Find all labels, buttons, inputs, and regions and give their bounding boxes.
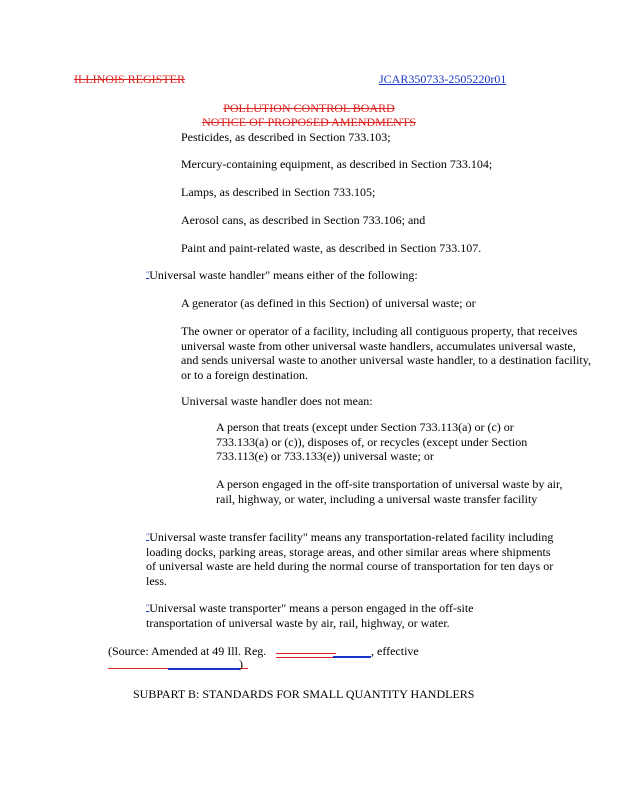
board-title: POLLUTION CONTROL BOARD — [223, 101, 395, 115]
insert-mark: " — [146, 603, 150, 612]
source-red-line — [276, 653, 336, 654]
list-item: Pesticides, as described in Section 733.103; — [181, 130, 391, 144]
handler-item-b: The owner or operator of a facility, including all contiguous property, that receives universal waste from other universal waste handlers, accumulates universal waste, and sends universal waste to another universal waste handler, to a destination facility, or to a foreign destination. — [181, 324, 591, 382]
list-item: Mercury-containing equipment, as described in Section 733.104; — [181, 157, 493, 171]
source-prefix: (Source: Amended at 49 Ill. Reg. — [108, 644, 267, 658]
insert-mark: " — [146, 532, 150, 541]
handler-not-b: A person engaged in the off-site transportation of universal waste by air, rail, highway, or water, including a universal waste transfer facility — [216, 477, 563, 506]
list-item: Lamps, as described in Section 733.105; — [181, 185, 376, 199]
insert-mark: " — [146, 270, 150, 279]
definition-transporter: "Universal waste transporter" means a person engaged in the off-site transportation of universal waste by air, rail, highway, or water. — [146, 601, 474, 630]
notice-title: NOTICE OF PROPOSED AMENDMENTS — [202, 115, 416, 129]
definition-transfer-facility: "Universal waste transfer facility" means any transportation-related facility including loading docks, parking areas, storage areas, and other similar areas where shipments of universal waste are held during the normal course of transportation for ten days or less. — [146, 530, 554, 588]
source-effective: , effective — [371, 644, 419, 658]
subpart-heading: SUBPART B: STANDARDS FOR SMALL QUANTITY HANDLERS — [133, 687, 475, 701]
handler-not-a: A person that treats (except under Section 733.113(a) or (c) or 733.133(a) or (c)), disposes of, or recycles (except under Section 733.113(e) or 733.133(e)) universal waste; or — [216, 420, 528, 463]
handler-not-mean: Universal waste handler does not mean: — [181, 394, 373, 408]
definition-handler-lead: "Universal waste handler" means either of the following: — [146, 268, 418, 282]
list-item: Paint and paint-related waste, as described in Section 733.107. — [181, 241, 482, 255]
source-close: ) — [239, 657, 243, 671]
source-blue-line — [333, 656, 371, 658]
register-header: ILLINOIS REGISTER — [74, 72, 185, 86]
date-blue-line — [168, 668, 240, 670]
handler-item-a: A generator (as defined in this Section) of universal waste; or — [181, 296, 476, 310]
list-item: Aerosol cans, as described in Section 733.106; and — [181, 213, 426, 227]
document-code: JCAR350733-2505220r01 — [379, 72, 507, 86]
